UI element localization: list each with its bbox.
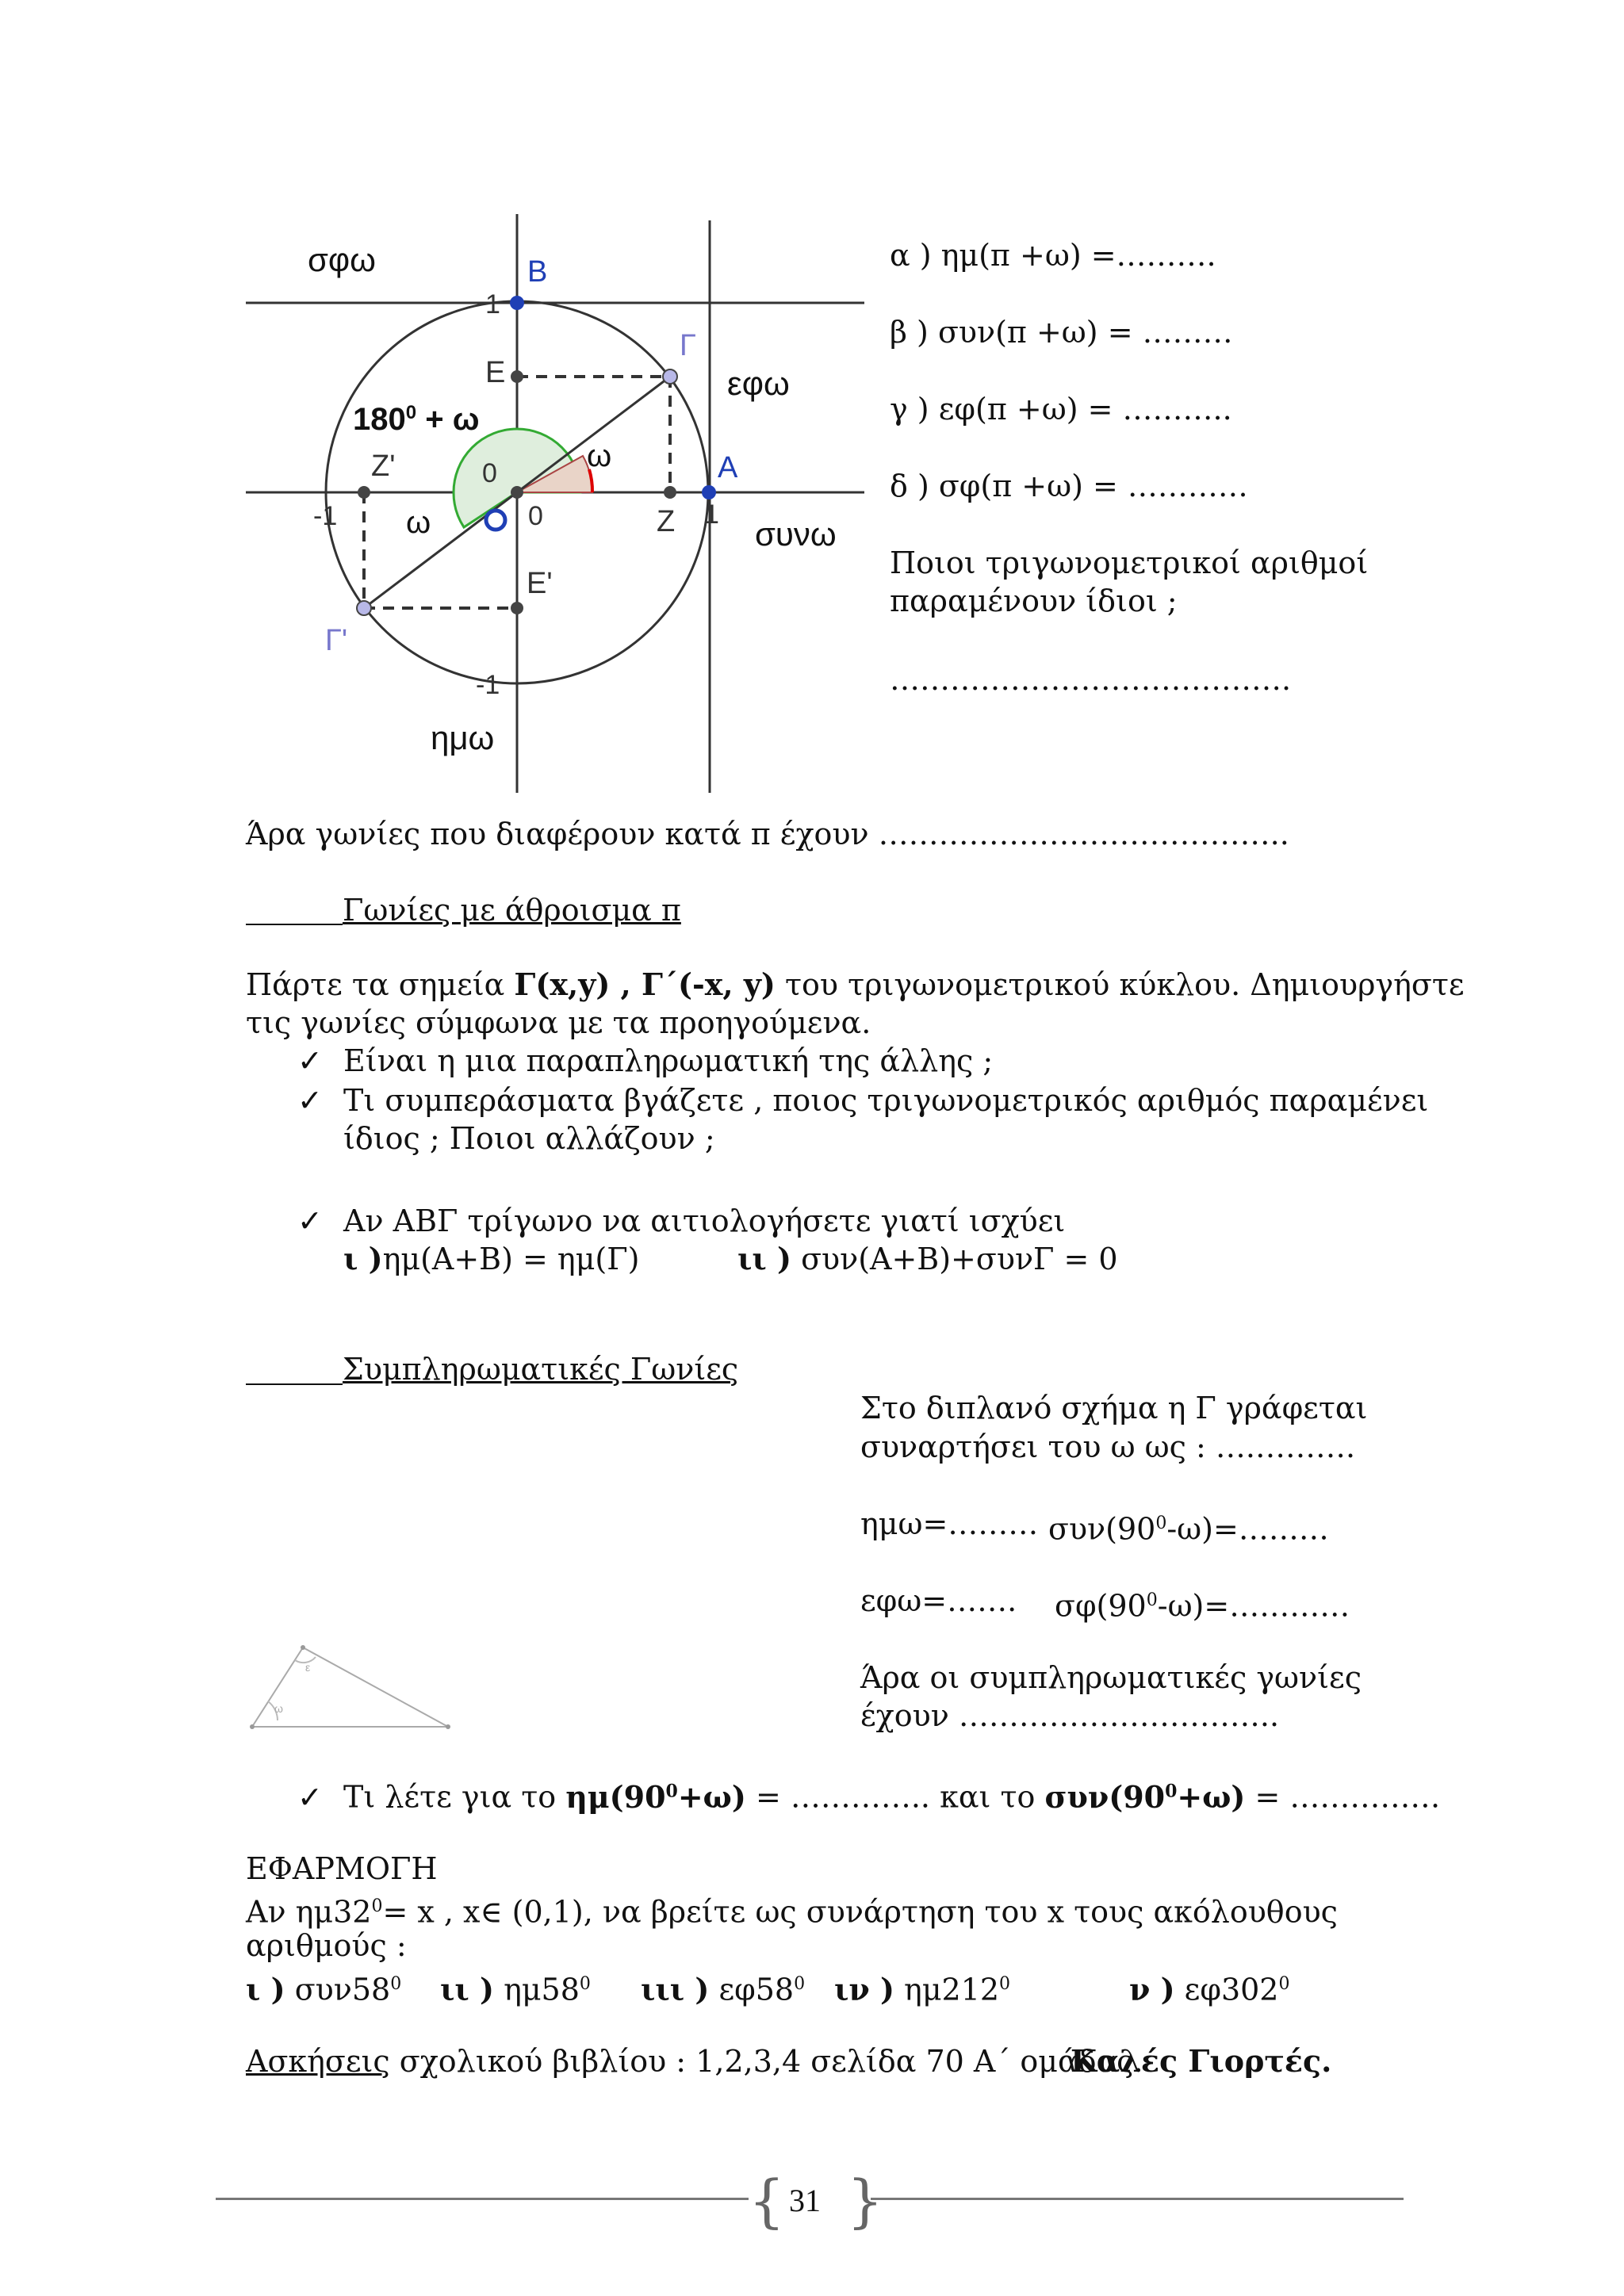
check-item-2-text: Τι συμπεράσματα βγάζετε , ποιος τριγωνομετρικός αριθμός παραμένει (343, 1083, 1429, 1118)
cot-axis-label: σφω (308, 241, 376, 278)
conclusion-pi: Άρα γωνίες που διαφέρουν κατά π έχουν ………………………………….. (246, 817, 1289, 851)
cos-90-minus-omega-eq (1048, 1505, 1329, 1548)
checkmark-icon: ✓ (297, 1043, 323, 1078)
equation-ii-label: ιι ) (737, 1241, 791, 1276)
question-which-line1: Ποιοι τριγωνομετρικοί αριθμοί (890, 545, 1369, 580)
big-angle-label: $180^0 + \omega$ (353, 402, 480, 437)
footer-rule-left (216, 2198, 749, 2200)
cos90-sup: 0 (1155, 1513, 1167, 1533)
check-item-3-text: Αν ΑΒΓ τρίγωνο να αιτιολογήσετε γιατί ισχύει (343, 1203, 1066, 1238)
section2-side-line1: Στο διπλανό σχήμα η Γ γράφεται (860, 1391, 1368, 1425)
page-number: 31 (789, 2183, 821, 2218)
point-E-prime (511, 602, 523, 614)
label-gamma-prime: Γ' (325, 624, 348, 657)
right-brace-icon: } (847, 2168, 883, 2234)
question-d: δ ) σφ(π +ω) = ………… (890, 469, 1248, 503)
check4-pre: Τι λέτε για το (343, 1779, 566, 1815)
application-item-3: ιιι ) $\varepsilon\varphi 58^0$ (641, 1971, 806, 2007)
left-brace-icon: { (749, 2168, 785, 2234)
check-item-3 (297, 1202, 1065, 1240)
application-item-5: ν ) $\varepsilon\varphi 302^0$ (1129, 1971, 1290, 2007)
application-item-1: ι ) $\sigma\upsilon\nu 58^0$ (246, 1971, 402, 2007)
triangle-figure (246, 1633, 460, 1744)
label-Z-prime: Z' (371, 450, 396, 483)
equation-i (343, 1240, 639, 1278)
tan-axis-label: εφω (727, 365, 790, 402)
tick-zero-b: 0 (528, 501, 543, 531)
section1-intro-line1 (246, 966, 1465, 1004)
svg-text:ω: ω (274, 1702, 283, 1715)
equation-ii-text: συν(Α+Β)+συνΓ = 0 (791, 1242, 1118, 1276)
equation-ii (737, 1240, 1118, 1278)
label-B: B (527, 255, 548, 289)
question-b: β ) συν(π +ω) = ……… (890, 315, 1233, 350)
exercises-line (246, 2042, 1143, 2080)
check4-end: = …………… (1245, 1779, 1441, 1815)
cot-90-minus-omega-eq (1055, 1582, 1350, 1625)
unit-circle-diagram (238, 214, 864, 793)
intro-pre: Πάρτε τα σημεία (246, 967, 515, 1002)
question-dots: …………………………………. (890, 662, 1292, 697)
question-which-line2: παραμένουν ίδιοι ; (890, 584, 1178, 618)
point-Z-prime (358, 486, 370, 499)
check-item-2-line2: ίδιος ; Ποιοι αλλάζουν ; (343, 1121, 715, 1156)
point-O-ring (486, 511, 505, 530)
checkmark-icon: ✓ (297, 1203, 323, 1238)
intro-points: Γ(x,y) , Γ΄(-x, y) (514, 966, 776, 1002)
check-item-1-text: Είναι η μια παραπληρωματική της άλλης ; (343, 1043, 994, 1078)
sin-axis-label: ημω (431, 719, 495, 756)
point-E (511, 370, 523, 383)
angle-omega-left-label: ω (406, 505, 431, 540)
app-line1-sup: 0 (371, 1896, 383, 1916)
exercises-text: σχολικού βιβλίου : 1,2,3,4 σελίδα 70 Α΄ ομάδας. (389, 2044, 1143, 2079)
greeting: Καλές Γιορτές. (1071, 2043, 1332, 2079)
application-line2: αριθμούς : (246, 1928, 407, 1963)
footer-rule-right (871, 2198, 1404, 2200)
application-item-2: ιι ) $\eta\mu 58^0$ (440, 1971, 591, 2007)
point-origin-dot (511, 486, 523, 499)
section2-concl-line2: έχουν ………………………….. (860, 1698, 1280, 1733)
tick-zero-a: 0 (482, 458, 497, 488)
check4-mid: = ………….. και το (745, 1779, 1045, 1815)
intro-post: του τριγωνομετρικού κύκλου. Δημιουργήστε (775, 967, 1465, 1002)
section2-side-line2: συναρτήσει του ω ως : ….………. (860, 1429, 1356, 1464)
sin-omega-eq: ημω=……… (860, 1506, 1039, 1541)
check-item-2 (297, 1081, 1428, 1119)
app-line1-post: = x , x∈ (0,1), να βρείτε ως συνάρτηση του x τους ακόλουθους (382, 1894, 1338, 1930)
check-item-4 (297, 1772, 1440, 1816)
tick-minus-one-left: -1 (313, 501, 338, 531)
cot90-pre: σφ(90 (1055, 1588, 1147, 1624)
section1-heading: Γωνίες με άθροισμα π (343, 893, 681, 928)
svg-text:ε: ε (305, 1661, 311, 1674)
checkmark-icon: ✓ (297, 1779, 323, 1815)
check4-sin: $\eta\mu(90^0+\omega)$ (565, 1778, 746, 1815)
section2-heading: Συμπληρωματικές Γωνίες (343, 1352, 739, 1387)
cos90-post: -ω)=……… (1166, 1511, 1329, 1547)
angle-omega-label: ω (587, 438, 612, 473)
check4-cos: $\sigma\upsilon\nu(90^0+\omega)$ (1044, 1778, 1246, 1815)
application-item-4: ιν ) $\eta\mu 212^0$ (834, 1971, 1011, 2007)
section1-intro-line2: τις γωνίες σύμφωνα με τα προηγούμενα. (246, 1005, 871, 1040)
label-Z: Z (657, 505, 676, 538)
label-A: A (718, 451, 738, 484)
label-E: E (485, 356, 506, 389)
label-gamma: Γ (680, 329, 696, 362)
application-line1 (246, 1888, 1338, 1931)
cos90-pre: συν(90 (1048, 1511, 1156, 1547)
app-line1-pre: Αν ημ32 (246, 1894, 372, 1930)
checkmark-icon: ✓ (297, 1083, 323, 1118)
point-Z (664, 486, 676, 499)
section1-underline (246, 924, 343, 925)
question-c: γ ) εφ(π +ω) = ……….. (890, 392, 1232, 427)
tick-one-top: 1 (485, 289, 500, 320)
application-heading: ΕΦΑΡΜΟΓΗ (246, 1851, 438, 1886)
cot90-sup: 0 (1146, 1590, 1158, 1610)
question-a: α ) ημ(π +ω) =………. (890, 238, 1216, 273)
equation-i-label: ι ) (343, 1241, 383, 1276)
tick-one-right: 1 (704, 499, 719, 530)
point-gamma-prime (357, 601, 371, 615)
exercises-label: Ασκήσεις (246, 2044, 390, 2079)
section2-concl-line1: Άρα οι συμπληρωματικές γωνίες (860, 1660, 1362, 1695)
label-E-prime: E' (527, 567, 553, 600)
cot90-post: -ω)=………… (1157, 1588, 1350, 1624)
tan-omega-eq: εφω=……. (860, 1583, 1017, 1618)
cos-axis-label: συνω (755, 515, 837, 553)
point-B (510, 296, 524, 310)
tick-minus-one-bottom: -1 (476, 670, 500, 700)
section2-underline (246, 1383, 343, 1385)
check-item-1 (297, 1042, 993, 1080)
equation-i-text: ημ(Α+Β) = ημ(Γ) (382, 1242, 640, 1276)
point-A (702, 485, 716, 499)
point-gamma (663, 369, 677, 384)
